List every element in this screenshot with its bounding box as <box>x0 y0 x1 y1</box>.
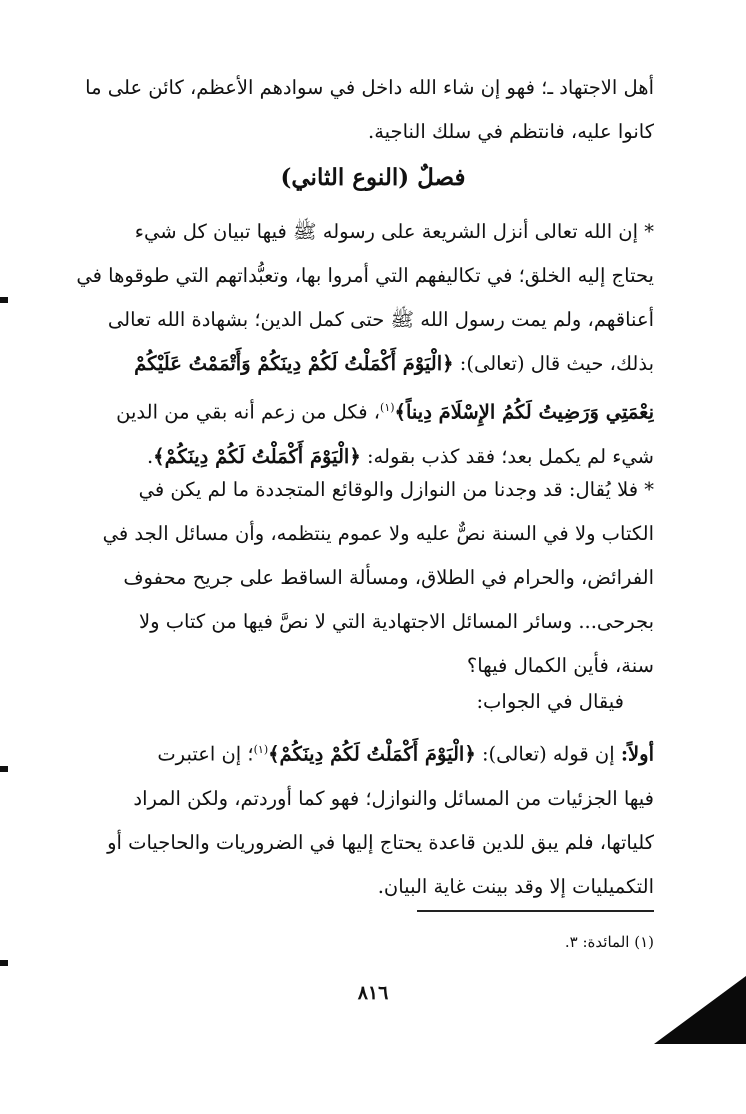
paragraph-2 <box>76 468 654 688</box>
para2-line-1: * فلا يُقال: قد وجدنا من النوازل والوقائع المتجددة ما لم يكن في <box>138 478 654 501</box>
quran-quote-1a: ﴿الْيَوْمَ أَكْمَلْتُ لَكُمْ دِينَكُمْ وَأَتْمَمْتُ عَلَيْكُمْ <box>134 352 454 375</box>
quran-quote-1b: نِعْمَتِي وَرَضِيتُ لَكُمُ الإِسْلَامَ دِيناً﴾ <box>394 400 654 424</box>
para1-line-5 <box>76 386 654 435</box>
para2-line-4: بجرحى... وسائر المسائل الاجتهادية التي لا نصَّ فيها من كتاب ولا <box>138 610 654 633</box>
footnote: (١) المائدة: ٣. <box>564 933 654 951</box>
para1-line-4-prefix: بذلك، حيث قال (تعالى): <box>459 352 654 375</box>
quran-quote-3: ﴿الْيَوْمَ أَكْمَلْتُ لَكُمْ دِينَكُمْ﴾ <box>268 742 476 766</box>
intro-line-2: كانوا عليه، فانتظم في سلك الناجية. <box>368 120 654 143</box>
para2-line-2: الكتاب ولا في السنة نصٌّ عليه ولا عموم ينتظمه، وأن مسائل الجد في <box>102 522 654 545</box>
scan-margin-mark <box>0 297 8 303</box>
para2-line-3: الفرائض، والحرام في الطلاق، ومسألة الساقط على جريح محفوف <box>123 566 654 589</box>
para4-line-1 <box>76 728 654 777</box>
para1-line-4 <box>76 342 654 386</box>
para4-line-1-prefix: إن قوله (تعالى): <box>481 742 615 766</box>
quran-quote-2: ﴿الْيَوْمَ أَكْمَلْتُ لَكُمْ دِينَكُمْ﴾ <box>153 444 361 468</box>
paragraph-4 <box>76 728 654 909</box>
paragraph-1 <box>76 210 654 479</box>
para4-line-2: فيها الجزئيات من المسائل والنوازل؛ فهو كما أوردتم، ولكن المراد <box>133 786 654 810</box>
intro-line-1: أهل الاجتهاد ـ؛ فهو إن شاء الله داخل في سوادهم الأعظم، كائن على ما <box>85 76 654 99</box>
scan-margin-mark <box>0 960 8 966</box>
footnote-separator <box>417 910 654 912</box>
section-heading: فصلٌ (النوع الثاني) <box>280 164 466 191</box>
para1-line-2: يحتاج إليه الخلق؛ في تكاليفهم التي أمروا بها، وتعبُّداتهم التي طوقوها في <box>76 264 654 287</box>
answer-intro: فيقال في الجواب: <box>476 690 624 713</box>
paragraph-3 <box>76 680 654 724</box>
para1-line-6-prefix: شيء لم يكمل بعد؛ فقد كذب بقوله: <box>366 444 654 468</box>
para1-line-5-rest: ، فكل من زعم أنه بقي من الدين <box>116 400 381 424</box>
scan-corner-shadow <box>654 976 746 1044</box>
para4-line-1-rest: ؛ إن اعتبرت <box>157 742 254 766</box>
scan-margin-mark <box>0 766 8 772</box>
page-number: ٨١٦ <box>357 982 389 1004</box>
intro-paragraph <box>76 66 654 154</box>
para4-line-3: كلياتها، فلم يبق للدين قاعدة يحتاج إليها في الضروريات والحاجيات أو <box>107 830 654 854</box>
para4-line-4: التكميليات إلا وقد بينت غاية البيان. <box>377 874 654 898</box>
para1-line-3: أعناقهم، ولم يمت رسول الله ﷺ حتى كمل الدين؛ بشهادة الله تعالى <box>107 308 654 331</box>
firstly-label: أولاً: <box>620 742 654 766</box>
footnote-ref-1: (١) <box>380 401 395 414</box>
para1-line-6-end: . <box>146 444 154 468</box>
para1-line-1: * إن الله تعالى أنزل الشريعة على رسوله ﷺ فيها تبيان كل شيء <box>134 220 654 243</box>
para2-line-5: سنة، فأين الكمال فيها؟ <box>466 654 654 677</box>
footnote-ref-2: (١) <box>253 743 269 756</box>
